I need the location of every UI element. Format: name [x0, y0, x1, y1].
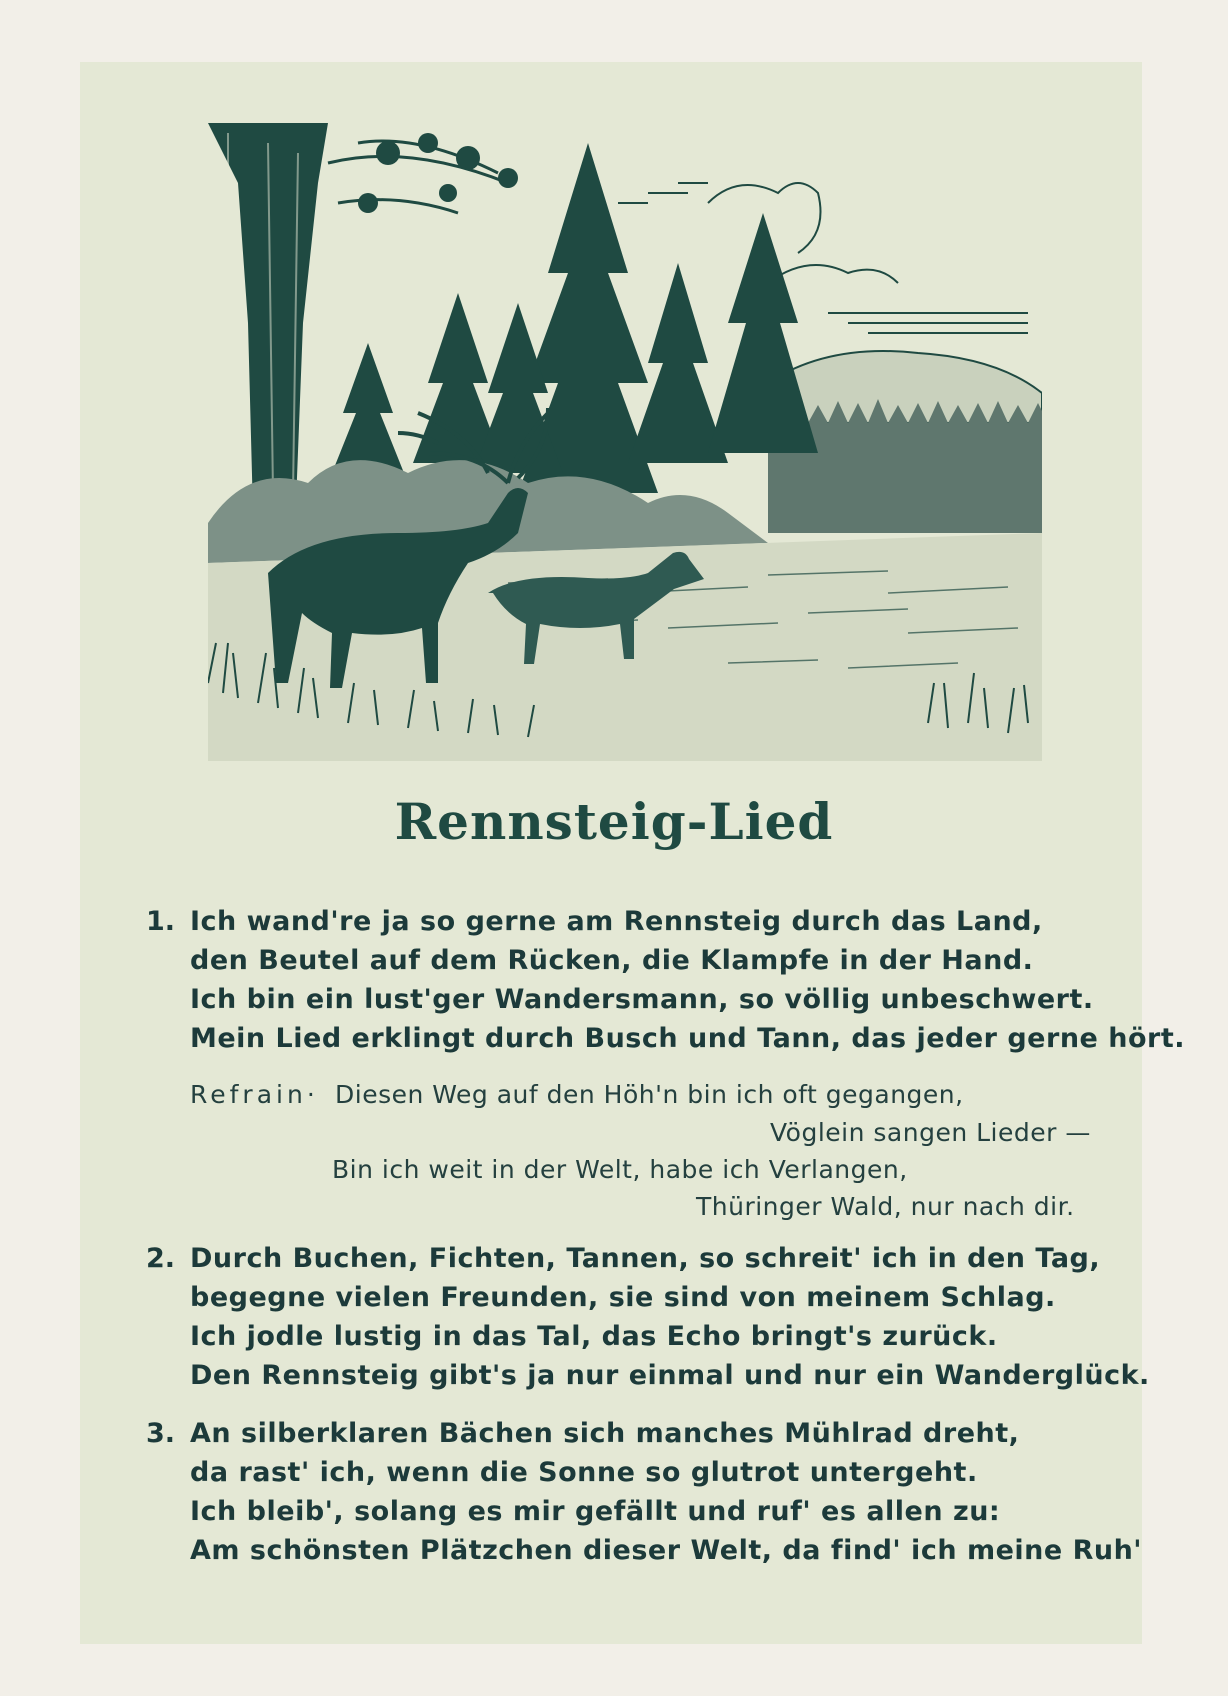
- stanza-1-line-4: Mein Lied erklingt durch Busch und Tann, das jeder gerne hört.: [190, 1023, 1185, 1054]
- refrain-label: Refrain·: [190, 1080, 319, 1109]
- stanza-2-line-4: Den Rennsteig gibt's ja nur einmal und nur ein Wanderglück.: [190, 1360, 1150, 1391]
- stanza-3-line-2: da rast' ich, wenn die Sonne so glutrot untergeht.: [190, 1457, 978, 1488]
- stanza-1-line-3: Ich bin ein lust'ger Wandersmann, so völlig unbeschwert.: [190, 984, 1094, 1015]
- stanza-1-number: 1.: [146, 906, 176, 937]
- stanza-1-line-1: Ich wand're ja so gerne am Rennsteig durch das Land,: [190, 906, 1043, 937]
- song-title: Rennsteig-Lied: [394, 792, 834, 851]
- stanza-3-number: 3.: [146, 1418, 176, 1449]
- stanza-2-line-1: Durch Buchen, Fichten, Tannen, so schreit' ich in den Tag,: [190, 1243, 1101, 1274]
- stanza-1-line-2: den Beutel auf dem Rücken, die Klampfe in der Hand.: [190, 945, 1034, 976]
- refrain-line-3: Bin ich weit in der Welt, habe ich Verlangen,: [332, 1155, 908, 1184]
- stanza-2-line-2: begegne vielen Freunden, sie sind von meinem Schlag.: [190, 1282, 1056, 1313]
- refrain-line-2: Vöglein sangen Lieder —: [770, 1118, 1091, 1147]
- refrain-line-1: Diesen Weg auf den Höh'n bin ich oft gegangen,: [335, 1080, 964, 1109]
- stanza-3-line-4: Am schönsten Plätzchen dieser Welt, da find' ich meine Ruh': [190, 1535, 1143, 1566]
- stanza-3-line-3: Ich bleib', solang es mir gefällt und ruf' es allen zu:: [190, 1496, 1001, 1527]
- refrain-line-4: Thüringer Wald, nur nach dir.: [696, 1192, 1075, 1221]
- stanza-3-line-1: An silberklaren Bächen sich manches Mühlrad dreht,: [190, 1418, 1020, 1449]
- forest-deer-engraving-icon: [208, 123, 1042, 761]
- stanza-2-number: 2.: [146, 1243, 176, 1274]
- stanza-2-line-3: Ich jodle lustig in das Tal, das Echo bringt's zurück.: [190, 1321, 998, 1352]
